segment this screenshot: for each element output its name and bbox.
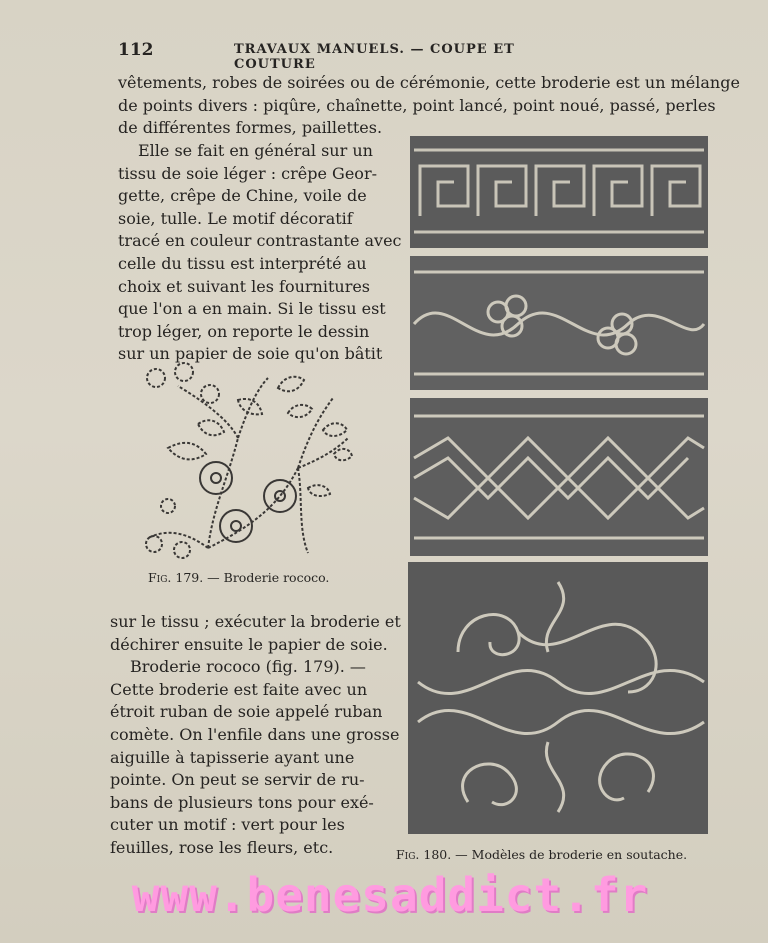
figure-180-caption	[396, 847, 687, 862]
figure-180-soutache-patterns	[408, 136, 710, 834]
figure-179-title: — Broderie rococo.	[203, 570, 330, 585]
text-line: tissu de soie léger : crêpe Geor-	[118, 163, 377, 183]
text-line: vêtements, robes de soirées ou de cérémonie, cette broderie est un mélange	[118, 73, 740, 92]
text-line: soie, tulle. Le motif décoratif	[118, 208, 353, 228]
paragraph-silk	[118, 140, 402, 366]
text-line: étroit ruban de soie appelé ruban	[110, 702, 383, 722]
page-number: 112	[118, 40, 154, 60]
text-line: comète. On l'enfile dans une grosse	[110, 724, 400, 744]
text-line: pointe. On peut se servir de ru-	[110, 770, 365, 790]
text-line: sur le tissu ; exécuter la broderie et	[110, 612, 401, 631]
text-line: gette, crêpe de Chine, voile de	[118, 186, 367, 206]
figure-179-label: Fig. 179.	[148, 570, 204, 585]
text-line: celle du tissu est interprété au	[118, 253, 367, 273]
text-line: de différentes formes, paillettes.	[118, 118, 383, 138]
text-line: Elle se fait en général sur un	[138, 141, 373, 160]
band-interlace	[410, 398, 708, 556]
band-scroll-clover	[410, 256, 708, 390]
figure-179-rococo-embroidery	[138, 358, 358, 564]
text-line: déchirer ensuite le papier de soie.	[110, 634, 388, 654]
text-line: feuilles, rose les fleurs, etc.	[110, 837, 334, 857]
text-line: trop léger, on reporte le dessin	[118, 321, 370, 341]
figure-179-caption	[148, 570, 329, 585]
band-greek-key	[410, 136, 708, 248]
figure-180-title: — Modèles de broderie en soutache.	[451, 847, 688, 862]
text-line: choix et suivant les fournitures	[118, 276, 371, 296]
text-line: bans de plusieurs tons pour exé-	[110, 792, 374, 812]
running-title: TRAVAUX MANUELS. — COUPE ET COUTURE	[234, 42, 515, 72]
paragraph-intro	[118, 72, 740, 140]
text-line: de points divers : piqûre, chaînette, point lancé, point noué, passé, perles	[118, 95, 716, 115]
band-arabesque	[408, 562, 708, 834]
text-line: aiguille à tapisserie ayant une	[110, 747, 355, 767]
text-line: que l'on a en main. Si le tissu est	[118, 299, 386, 319]
text-line: sur un papier de soie qu'on bâtit	[118, 344, 383, 364]
page-header	[118, 40, 598, 72]
text-line: Broderie rococo (fig. 179). —	[130, 657, 366, 677]
text-line: cuter un motif : vert pour les	[110, 815, 345, 835]
watermark-url: www.benesaddict.fr	[131, 868, 649, 922]
paragraph-rococo	[110, 611, 401, 860]
text-line: tracé en couleur contrastante avec	[118, 231, 402, 251]
figure-180-label: Fig. 180.	[396, 847, 452, 862]
text-line: Cette broderie est faite avec un	[110, 679, 368, 699]
